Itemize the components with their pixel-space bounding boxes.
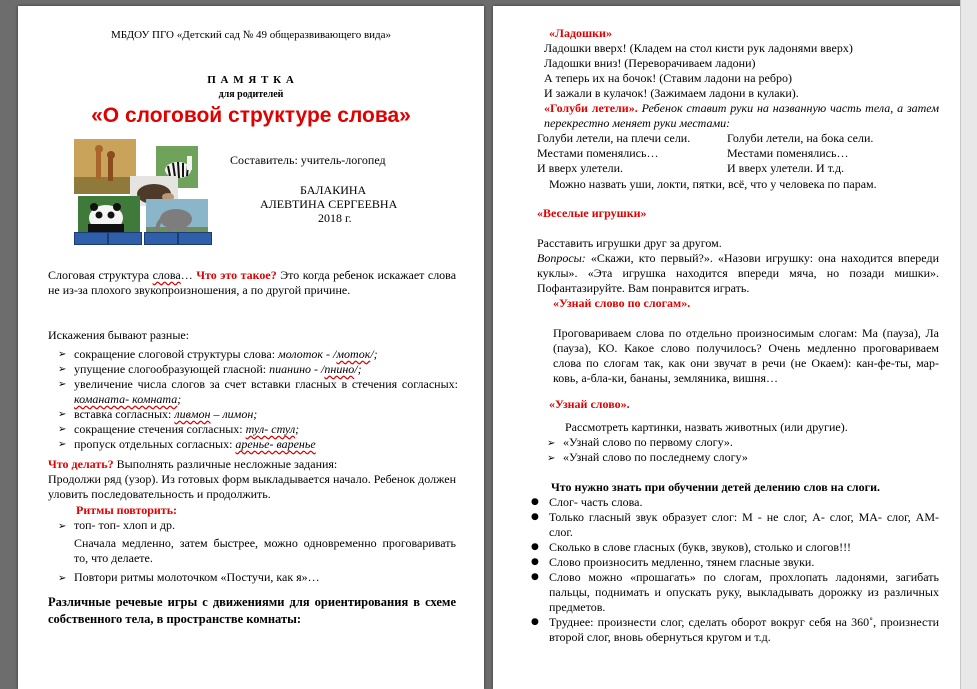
arrow-bullet-icon: ➢ <box>58 409 67 420</box>
arrow-bullet-icon: ➢ <box>58 521 67 532</box>
arrow-bullet-icon: ➢ <box>58 349 67 360</box>
list-item-example: молоток - / <box>278 347 337 361</box>
doves-line: И вверх улетели. <box>537 161 624 175</box>
guess-word-text: Рассмотреть картинки, назвать животных (или другие). <box>565 420 848 434</box>
guess-word-item <box>547 435 733 451</box>
panda-picture <box>78 196 140 236</box>
author-last-name: БАЛАКИНА <box>300 183 367 197</box>
ladoshki-line: А теперь их на бочок! (Ставим ладони на ребро) <box>544 71 792 85</box>
doves-right-column <box>727 131 873 176</box>
list-item <box>58 407 458 422</box>
list-item-example: /; <box>354 362 362 376</box>
intro-text: Слоговая структура <box>48 268 150 282</box>
rhythm-item-1 <box>58 518 175 534</box>
what-to-do-answer: Выполнять различные несложные задания: <box>113 457 338 471</box>
arrow-bullet-icon: ➢ <box>547 438 556 449</box>
picture-caption-bar <box>144 232 178 245</box>
list-item-example: ; <box>177 392 182 406</box>
what-to-do-question: Что делать? <box>48 457 114 471</box>
list-item <box>58 377 458 407</box>
games-heading: Различные речевые игры с движениями для ориентирования в схеме собственного тела, в пространстве комнаты: <box>48 595 456 626</box>
list-item-example: аренье- варенье <box>235 437 316 451</box>
guess-word-item-text: «Узнай слово по первому слогу». <box>563 435 733 449</box>
list-item <box>58 347 458 362</box>
list-item-text: Слог- часть слова. <box>549 495 643 509</box>
syllables-text: Проговариваем слова по отдельно произносимым слогам: Ма (пауза), Ла (пауза), КО. Какое слово получилось? Очень медленно проговариваем слова по слогам так, как они звучат в речи (не Окаем): кан-фе-ты, мар-ковь, а-бла-ки, бананы, земляника, вишня… <box>553 326 939 385</box>
list-item-example: – лимон; <box>210 407 258 421</box>
list-item-example: ; <box>295 422 300 436</box>
list-item-example: пианино - / <box>269 362 325 376</box>
distortions-list <box>58 347 458 452</box>
list-item-text: сокращение стечения согласных: <box>74 422 246 436</box>
syllable-rules-list <box>531 495 939 645</box>
list-item-text: упущение слогообразующей гласной: <box>74 362 270 376</box>
bullet-icon: ● <box>531 557 539 567</box>
giraffe-picture <box>74 139 136 194</box>
list-item-text: сокращение слоговой структуры слова: <box>74 347 279 361</box>
list-item-text: Труднее: произнести слог, сделать оборот вокруг себя на 360˚, произнести второй слог, вновь обернуться кругом и т.д. <box>549 615 939 644</box>
toys-questions-label: Вопросы: <box>537 251 586 265</box>
list-item-text: увеличение числа слогов за счет вставки гласных в стечения согласных: <box>74 377 458 391</box>
distortions-heading: Искажения бывают разные: <box>48 328 190 342</box>
arrow-bullet-icon: ➢ <box>58 424 67 435</box>
list-item-text: Сколько в слове гласных (букв, звуков), столько и слогов!!! <box>549 540 852 554</box>
ladoshki-line: Ладошки вверх! (Кладем на стол кисти рук ладонями вверх) <box>544 41 853 55</box>
doves-line: И вверх улетели. И т.д. <box>727 161 845 175</box>
list-item <box>58 437 458 452</box>
toys-title: «Веселые игрушки» <box>537 206 647 220</box>
what-to-do <box>48 457 337 472</box>
list-item-example: моток <box>336 347 371 361</box>
bullet-icon: ● <box>531 497 539 507</box>
list-item-text: Слово можно «прошагать» по слогам, прохлопать ладонями, загибать пальцы, поднимать и опускать руку, выкладывать дорожку из различных предметов. <box>549 570 939 614</box>
doves-left-column <box>537 131 690 176</box>
vertical-scrollbar[interactable] <box>960 0 977 689</box>
rhythm-description: Сначала медленно, затем быстрее, можно одновременно проговаривать то, что делаете. <box>74 536 456 565</box>
bullet-icon: ● <box>531 542 539 552</box>
document-page-1 <box>18 6 484 689</box>
bullet-icon: ● <box>531 572 539 582</box>
list-item <box>58 422 458 437</box>
rhythm-heading: Ритмы повторить: <box>76 503 178 517</box>
intro-paragraph <box>48 268 456 298</box>
bullet-icon: ● <box>531 512 539 522</box>
year: 2018 г. <box>318 211 352 225</box>
arrow-bullet-icon: ➢ <box>547 453 556 464</box>
ladoshki-line: Ладошки вниз! (Переворачиваем ладони) <box>544 56 756 70</box>
list-item <box>531 540 939 555</box>
arrow-bullet-icon: ➢ <box>58 364 67 375</box>
doves-title: «Голуби летели». <box>544 101 638 115</box>
compiler-label: Составитель: учитель-логопед <box>230 153 386 167</box>
doves-description: Ребенок ставит руки на названную часть тела, а затем перекрестно меняет руки местами: <box>544 101 939 130</box>
syllables-title: «Узнай слово по слогам». <box>553 296 691 310</box>
intro-answer: Это когда ребенок искажает слова не из-за плохого звукопроизношения, а по другой причине. <box>48 268 457 297</box>
list-item-text: Только гласный звук образует слог: М - не слог, А- слог, МА- слог, АМ- слог. <box>549 510 939 539</box>
list-item-example: /; <box>370 347 378 361</box>
list-item-example: ливмон <box>174 407 211 421</box>
list-item-example: команата- комната <box>74 392 178 406</box>
doves-line: Местами поменялись… <box>537 146 659 160</box>
arrow-bullet-icon: ➢ <box>58 379 67 390</box>
continue-pattern-text: Продолжи ряд (узор). Из готовых форм выкладывается начало. Ребенок должен уловить последовательность и продолжить. <box>48 472 456 501</box>
list-item-text: вставка согласных: <box>74 407 175 421</box>
for-parents-label: для родителей <box>218 89 284 100</box>
intro-question: Что это такое? <box>196 268 277 282</box>
memo-title: П А М Я Т К А <box>207 74 295 86</box>
arrow-bullet-icon: ➢ <box>58 439 67 450</box>
doves-note: Можно назвать уши, локти, пятки, всё, что у человека по парам. <box>549 177 877 191</box>
list-item-text: Слово произносить медленно, тянем гласные звуки. <box>549 555 815 569</box>
bullet-icon: ● <box>531 617 539 627</box>
rhythm-item-text: топ- топ- хлоп и др. <box>74 518 175 532</box>
rhythm-item-text: Повтори ритмы молоточком «Постучи, как я»… <box>74 570 320 584</box>
intro-ellipsis: … <box>180 268 197 282</box>
doves-line: Голуби летели, на плечи сели. <box>537 131 691 145</box>
list-item <box>531 570 939 615</box>
rhythm-item-2 <box>58 570 320 586</box>
intro-word: слова <box>152 268 181 282</box>
ladoshki-title: «Ладошки» <box>549 26 612 40</box>
list-item-example: тул- стул <box>245 422 296 436</box>
picture-caption-bar <box>178 232 212 245</box>
doves-intro <box>544 101 939 131</box>
organization-name: МБДОУ ПГО «Детский сад № 49 общеразвивающего вида» <box>110 29 392 41</box>
list-item <box>531 555 939 570</box>
document-page-2 <box>493 6 961 689</box>
list-item-example: пнино <box>324 362 355 376</box>
author-first-name: АЛЕВТИНА СЕРГЕЕВНА <box>260 197 398 211</box>
syllable-rules-heading: Что нужно знать при обучении детей делению слов на слоги. <box>551 480 881 494</box>
picture-caption-bar <box>74 232 108 245</box>
list-item <box>531 510 939 540</box>
list-item <box>531 615 939 645</box>
main-title: «О слоговой структуре слова» <box>91 104 411 127</box>
guess-word-title: «Узнай слово». <box>549 397 630 411</box>
doves-line: Голуби летели, на бока сели. <box>727 131 874 145</box>
list-item <box>531 495 939 510</box>
toys-questions <box>537 251 939 296</box>
guess-word-item <box>547 450 748 466</box>
toys-instruction: Расставить игрушки друг за другом. <box>537 236 722 250</box>
arrow-bullet-icon: ➢ <box>58 573 67 584</box>
ladoshki-line: И зажали в кулачок! (Зажимаем ладони в кулаки). <box>544 86 799 100</box>
list-item <box>58 362 458 377</box>
list-item-text: пропуск отдельных согласных: <box>74 437 236 451</box>
toys-questions-text: «Скажи, кто первый?». «Назови игрушку: она находится впереди куклы». «Эта игрушка находится впереди мяча, но позади мишки». Пофантазируйте. Вам понравится играть. <box>537 251 939 295</box>
doves-line: Местами поменялись… <box>727 146 849 160</box>
guess-word-item-text: «Узнай слово по последнему слогу» <box>563 450 748 464</box>
picture-caption-bar <box>108 232 142 245</box>
